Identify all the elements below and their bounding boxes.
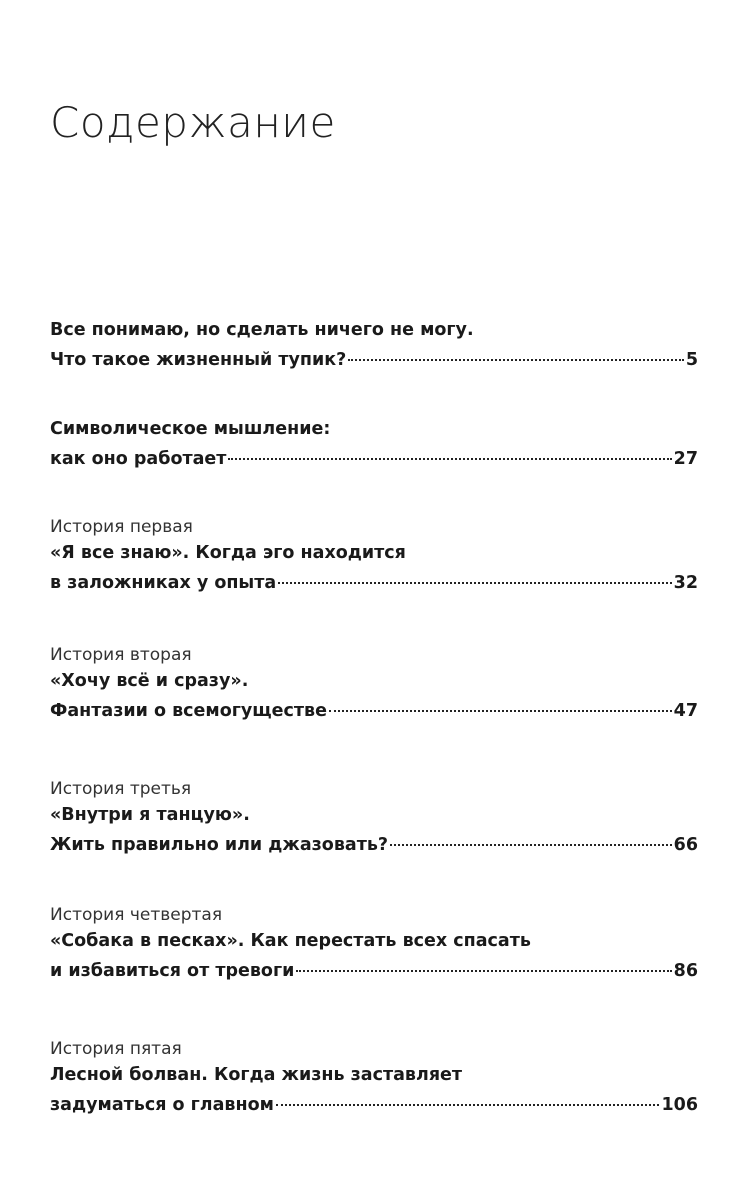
entry-title-line: Лесной болван. Когда жизнь заставляет <box>50 1065 463 1085</box>
dot-leader <box>228 458 671 460</box>
entry-title-line: Что такое жизненный тупик? <box>50 350 347 370</box>
story-label: История четвертая <box>50 905 223 925</box>
toc-entry[interactable] <box>50 516 698 598</box>
entry-title-line: в заложниках у опыта <box>50 573 277 593</box>
dot-leader <box>276 1104 660 1106</box>
entry-title-line: и избавиться от тревоги <box>50 961 295 981</box>
page-number: 27 <box>673 449 698 469</box>
entry-title-line: «Собака в песках». Как перестать всех спасать <box>50 931 531 951</box>
story-label: История третья <box>50 779 192 799</box>
entry-title-line: Все понимаю, но сделать ничего не могу. <box>50 320 474 340</box>
entry-title-line: как оно работает <box>50 449 227 469</box>
story-label: История пятая <box>50 1039 182 1059</box>
dot-leader <box>329 710 672 712</box>
toc-entry[interactable] <box>50 778 698 860</box>
page-title: Содержание <box>50 98 336 147</box>
dot-leader <box>348 359 684 361</box>
entry-title-line: Фантазии о всемогуществе <box>50 701 327 721</box>
dot-leader <box>296 970 671 972</box>
page-number: 47 <box>673 701 698 721</box>
toc-entry[interactable] <box>50 644 698 726</box>
entry-title-line: Жить правильно или джазовать? <box>50 835 389 855</box>
entry-title-line: «Я все знаю». Когда эго находится <box>50 543 406 563</box>
entry-title-line: задуматься о главном <box>50 1095 274 1115</box>
story-label: История вторая <box>50 645 192 665</box>
toc-entry[interactable] <box>50 1038 698 1120</box>
page-number: 5 <box>685 350 698 370</box>
page-number: 86 <box>673 961 698 981</box>
dot-leader <box>390 844 672 846</box>
story-label: История первая <box>50 517 193 537</box>
entry-title-line: Символическое мышление: <box>50 419 331 439</box>
toc-entry[interactable] <box>50 315 698 375</box>
entry-title-line: «Хочу всё и сразу». <box>50 671 249 691</box>
toc-entry[interactable] <box>50 414 698 474</box>
entry-title-line: «Внутри я танцую». <box>50 805 250 825</box>
toc-entry[interactable] <box>50 904 698 986</box>
page-number: 32 <box>673 573 698 593</box>
page-number: 106 <box>661 1095 698 1115</box>
page-number: 66 <box>673 835 698 855</box>
dot-leader <box>278 582 671 584</box>
